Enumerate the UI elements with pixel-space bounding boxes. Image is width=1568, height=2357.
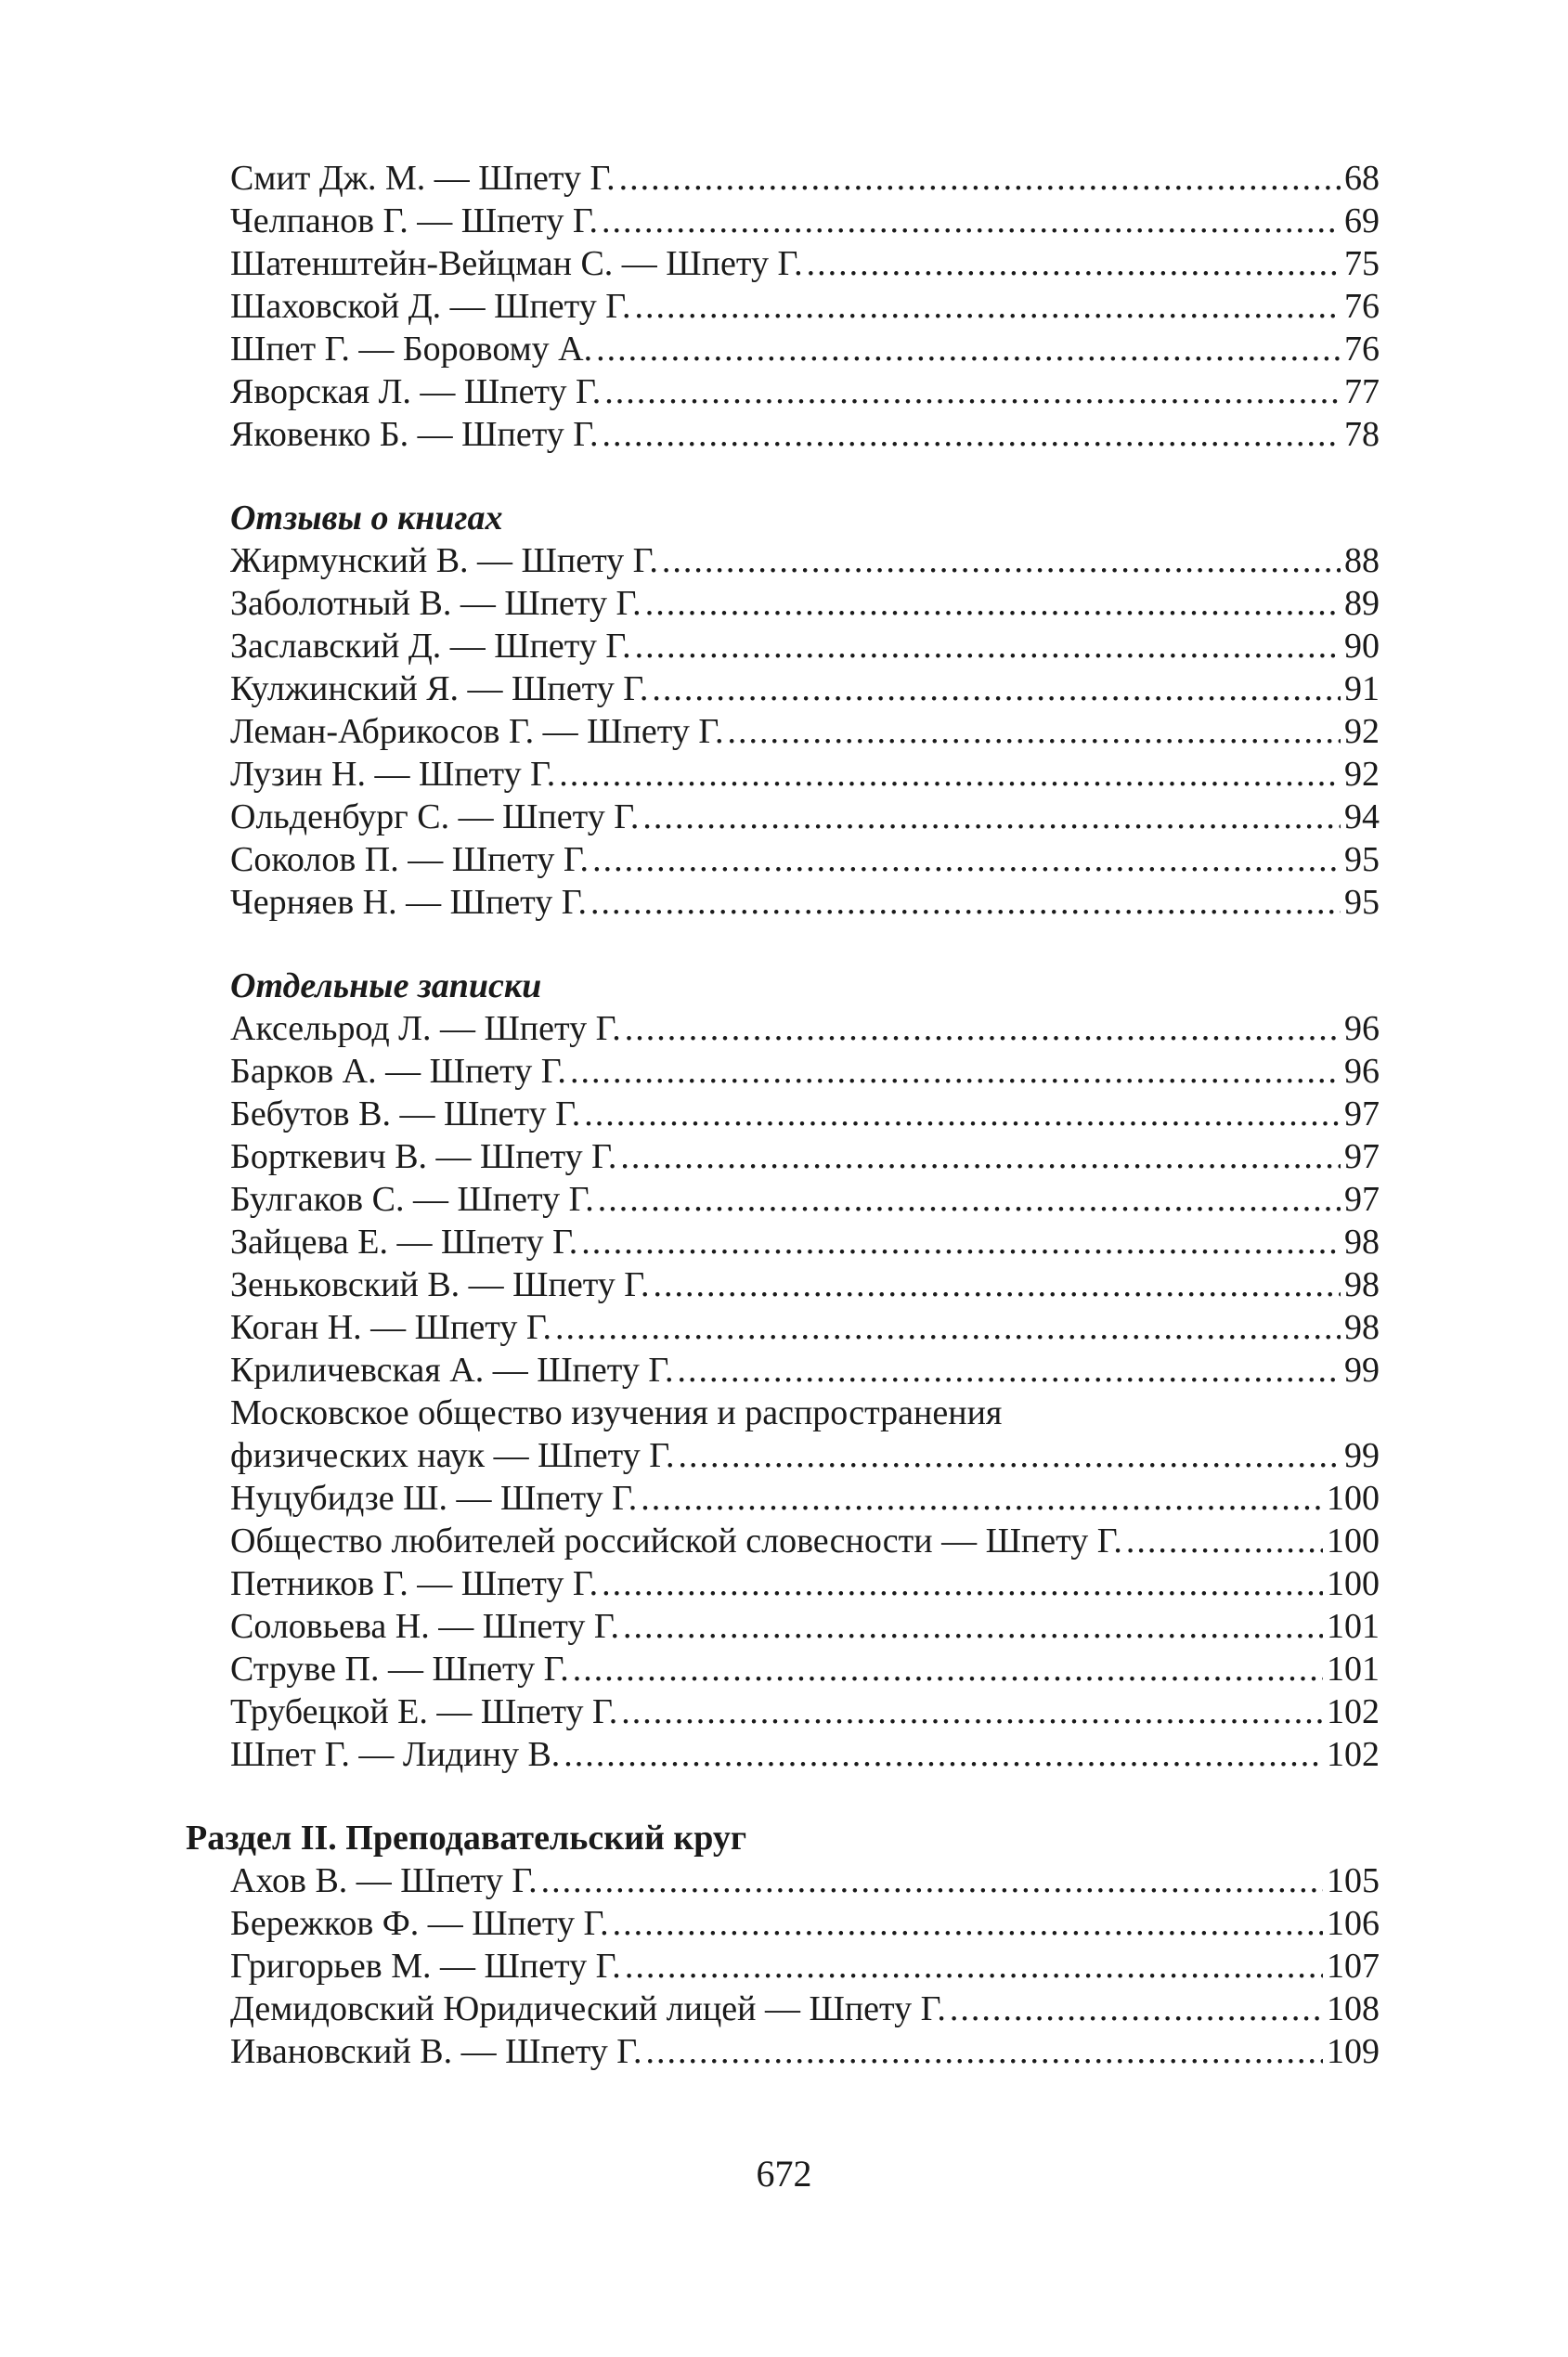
dot-leader	[1126, 1519, 1323, 1563]
toc-entry-page: 94	[1344, 797, 1380, 836]
toc-entry-title: Шаховской Д. — Шпету Г.	[230, 287, 631, 326]
toc-entry-page: 99	[1344, 1436, 1380, 1475]
toc-entry-page: 97	[1344, 1094, 1380, 1133]
dot-leader	[570, 1049, 1341, 1094]
toc-entry	[230, 1092, 1380, 1136]
toc-entry	[230, 241, 1380, 286]
toc-entry-page: 98	[1344, 1308, 1380, 1347]
toc-entry-title: Булгаков С. — Шпету Г.	[230, 1180, 594, 1219]
toc-entry-title: Струве П. — Шпету Г.	[230, 1650, 569, 1689]
toc-entry	[230, 1987, 1380, 2031]
toc-entry	[230, 1604, 1380, 1649]
dot-leader	[596, 327, 1341, 371]
toc-entry-page: 91	[1344, 669, 1380, 708]
toc-entry-title: Коган Н. — Шпету Г.	[230, 1308, 552, 1347]
dot-leader	[641, 1476, 1323, 1521]
toc-entry-page: 102	[1327, 1692, 1380, 1731]
toc-entry-page: 106	[1327, 1904, 1380, 1943]
dot-leader	[652, 667, 1341, 711]
toc-entry	[230, 624, 1380, 668]
toc-entry-page: 89	[1344, 584, 1380, 623]
toc-entry	[230, 1433, 1380, 1478]
toc-entry-title: Кулжинский Я. — Шпету Г.	[230, 669, 649, 708]
toc-entry-title: Нуцубидзе Ш. — Шпету Г.	[230, 1479, 638, 1518]
toc-entry	[230, 284, 1380, 329]
toc-entry-title: Шатенштейн-Вейцман С. — Шпету Г.	[230, 244, 803, 283]
toc-entry	[230, 581, 1380, 626]
toc-entry-page: 100	[1327, 1479, 1380, 1518]
toc-entry	[230, 1006, 1380, 1051]
toc-entry-page: 97	[1344, 1137, 1380, 1176]
toc-entry-page: 108	[1327, 1989, 1380, 2028]
toc-entry-page: 76	[1344, 287, 1380, 326]
toc-entry-title: Челпанов Г. — Шпету Г.	[230, 201, 599, 240]
toc-entry	[230, 752, 1380, 796]
toc-entry-page: 101	[1327, 1650, 1380, 1689]
dot-leader	[645, 2029, 1323, 2074]
dot-leader	[620, 1134, 1341, 1179]
dot-leader	[807, 241, 1341, 286]
toc-entry-title-line: Московское общество изучения и распространения	[230, 1393, 1003, 1432]
toc-entry	[230, 1561, 1380, 1606]
toc-entry	[230, 880, 1380, 925]
subsection-heading: Отзывы о книгах	[230, 499, 503, 537]
toc-entry-title: Зайцева Е. — Шпету Г.	[230, 1223, 578, 1262]
toc-entry-page: 97	[1344, 1180, 1380, 1219]
toc-entry	[230, 1647, 1380, 1691]
toc-entry-title: Черняев Н. — Шпету Г.	[230, 883, 587, 922]
toc-entry	[230, 1690, 1380, 1734]
dot-leader	[634, 284, 1341, 329]
dot-leader	[654, 1263, 1341, 1307]
toc-entry	[230, 1305, 1380, 1350]
toc-entry-title: Общество любителей российской словесности — Шпету Г.	[230, 1522, 1122, 1561]
toc-entry-title: Соколов П. — Шпету Г.	[230, 840, 590, 879]
dot-leader	[592, 837, 1341, 882]
toc-entry	[230, 1732, 1380, 1777]
toc-entry-page: 99	[1344, 1351, 1380, 1390]
toc-entry-page: 109	[1327, 2032, 1380, 2071]
dot-leader	[602, 199, 1341, 243]
dot-leader	[621, 1690, 1323, 1734]
dot-leader	[613, 1901, 1323, 1946]
toc-entry	[230, 1220, 1380, 1264]
toc-entry-page: 92	[1344, 712, 1380, 751]
toc-entry-title: Трубецкой Е. — Шпету Г.	[230, 1692, 618, 1731]
toc-entry	[230, 709, 1380, 754]
dot-leader	[584, 1092, 1341, 1136]
toc-entry-page: 90	[1344, 627, 1380, 666]
toc-entry	[230, 1944, 1380, 1988]
toc-entry-page: 75	[1344, 244, 1380, 283]
toc-entry-page: 68	[1344, 159, 1380, 198]
dot-leader	[642, 795, 1341, 839]
dot-leader	[555, 1305, 1341, 1350]
toc-entry-title: Заславский Д. — Шпету Г.	[230, 627, 631, 666]
toc-entry-title: Петников Г. — Шпету Г.	[230, 1564, 599, 1603]
toc-entry-title: Смит Дж. М. — Шпету Г.	[230, 159, 616, 198]
toc-entry	[230, 412, 1380, 457]
dot-leader	[619, 156, 1341, 201]
toc-entry-page: 102	[1327, 1735, 1380, 1774]
dot-leader	[541, 1858, 1323, 1903]
toc-entry	[230, 837, 1380, 882]
toc-entry-page: 101	[1327, 1607, 1380, 1646]
toc-entry-title: Борткевич В. — Шпету Г.	[230, 1137, 617, 1176]
dot-leader	[625, 1006, 1341, 1051]
toc-entry-title: Леман-Абрикосов Г. — Шпету Г.	[230, 712, 724, 751]
toc-entry	[230, 1263, 1380, 1307]
toc-entry-page: 78	[1344, 415, 1380, 454]
toc-entry	[230, 199, 1380, 243]
toc-entry-page: 100	[1327, 1522, 1380, 1561]
dot-leader	[590, 880, 1341, 925]
section-heading: Раздел II. Преподавательский круг	[186, 1819, 747, 1858]
dot-leader	[625, 1944, 1323, 1988]
dot-leader	[950, 1987, 1323, 2031]
toc-entry	[230, 1476, 1380, 1521]
dot-leader	[598, 1177, 1341, 1222]
toc-entry-page: 98	[1344, 1265, 1380, 1304]
toc-entry-title: Зеньковский В. — Шпету Г.	[230, 1265, 650, 1304]
toc-entry-title: Соловьева Н. — Шпету Г.	[230, 1607, 620, 1646]
subsection-heading: Отдельные записки	[230, 966, 542, 1005]
toc-entry-title: Ивановский В. — Шпету Г.	[230, 2032, 642, 2071]
toc-entry-title: Заболотный В. — Шпету Г.	[230, 584, 641, 623]
toc-entry-title: Ольденбург С. — Шпету Г.	[230, 797, 640, 836]
toc-entry	[230, 538, 1380, 583]
dot-leader	[635, 624, 1341, 668]
toc-entry-page: 95	[1344, 883, 1380, 922]
toc-entry-page: 76	[1344, 330, 1380, 369]
toc-entry-page: 105	[1327, 1861, 1380, 1900]
dot-leader	[645, 581, 1341, 626]
toc-entry-page: 96	[1344, 1009, 1380, 1048]
toc-entry	[230, 156, 1380, 201]
toc-entry	[230, 1901, 1380, 1946]
toc-entry-title: физических наук — Шпету Г.	[230, 1436, 675, 1475]
toc-entry	[230, 1177, 1380, 1222]
toc-entry-page: 77	[1344, 372, 1380, 411]
page-number: 672	[756, 2153, 812, 2195]
toc-entry-title: Барков А. — Шпету Г.	[230, 1052, 566, 1091]
dot-leader	[623, 1604, 1323, 1649]
dot-leader	[678, 1433, 1341, 1478]
dot-leader	[604, 369, 1341, 414]
toc-entry-page: 107	[1327, 1947, 1380, 1986]
toc-entry-title: Григорьев М. — Шпету Г.	[230, 1947, 621, 1986]
dot-leader	[564, 1732, 1323, 1777]
toc-entry-page: 95	[1344, 840, 1380, 879]
toc-entry	[230, 2029, 1380, 2074]
dot-leader	[573, 1647, 1323, 1691]
toc-entry-title: Яворская Л. — Шпету Г.	[230, 372, 602, 411]
toc-entry	[230, 795, 1380, 839]
toc-entry-page: 98	[1344, 1223, 1380, 1262]
toc-entry-page: 100	[1327, 1564, 1380, 1603]
toc-entry-title: Аксельрод Л. — Шпету Г.	[230, 1009, 621, 1048]
toc-entry	[230, 667, 1380, 711]
toc-entry	[230, 1519, 1380, 1563]
toc-entry-page: 96	[1344, 1052, 1380, 1091]
toc-entry-page: 69	[1344, 201, 1380, 240]
toc-entry-title: Шпет Г. — Боровому А.	[230, 330, 593, 369]
dot-leader	[728, 709, 1341, 754]
dot-leader	[559, 752, 1341, 796]
toc-entry	[230, 369, 1380, 414]
toc-entry-title: Лузин Н. — Шпету Г.	[230, 755, 556, 794]
toc-entry-title: Жирмунский В. — Шпету Г.	[230, 541, 658, 580]
dot-leader	[678, 1348, 1341, 1392]
toc-entry-title: Яковенко Б. — Шпету Г.	[230, 415, 599, 454]
toc-entry-title: Ахов В. — Шпету Г.	[230, 1861, 538, 1900]
toc-entry-title: Криличевская А. — Шпету Г.	[230, 1351, 674, 1390]
dot-leader	[581, 1220, 1341, 1264]
toc-entry	[230, 1134, 1380, 1179]
dot-leader	[602, 1561, 1323, 1606]
toc-entry	[230, 327, 1380, 371]
dot-leader	[662, 538, 1341, 583]
toc-entry-title: Бебутов В. — Шпету Г.	[230, 1094, 581, 1133]
toc-entry-page: 92	[1344, 755, 1380, 794]
toc-entry	[230, 1049, 1380, 1094]
toc-entry-title: Демидовский Юридический лицей — Шпету Г.	[230, 1989, 946, 2028]
dot-leader	[602, 412, 1341, 457]
toc-entry	[230, 1858, 1380, 1903]
toc-entry-title: Шпет Г. — Лидину В.	[230, 1735, 561, 1774]
toc-entry	[230, 1348, 1380, 1392]
toc-entry-title: Бережков Ф. — Шпету Г.	[230, 1904, 609, 1943]
toc-entry-page: 88	[1344, 541, 1380, 580]
